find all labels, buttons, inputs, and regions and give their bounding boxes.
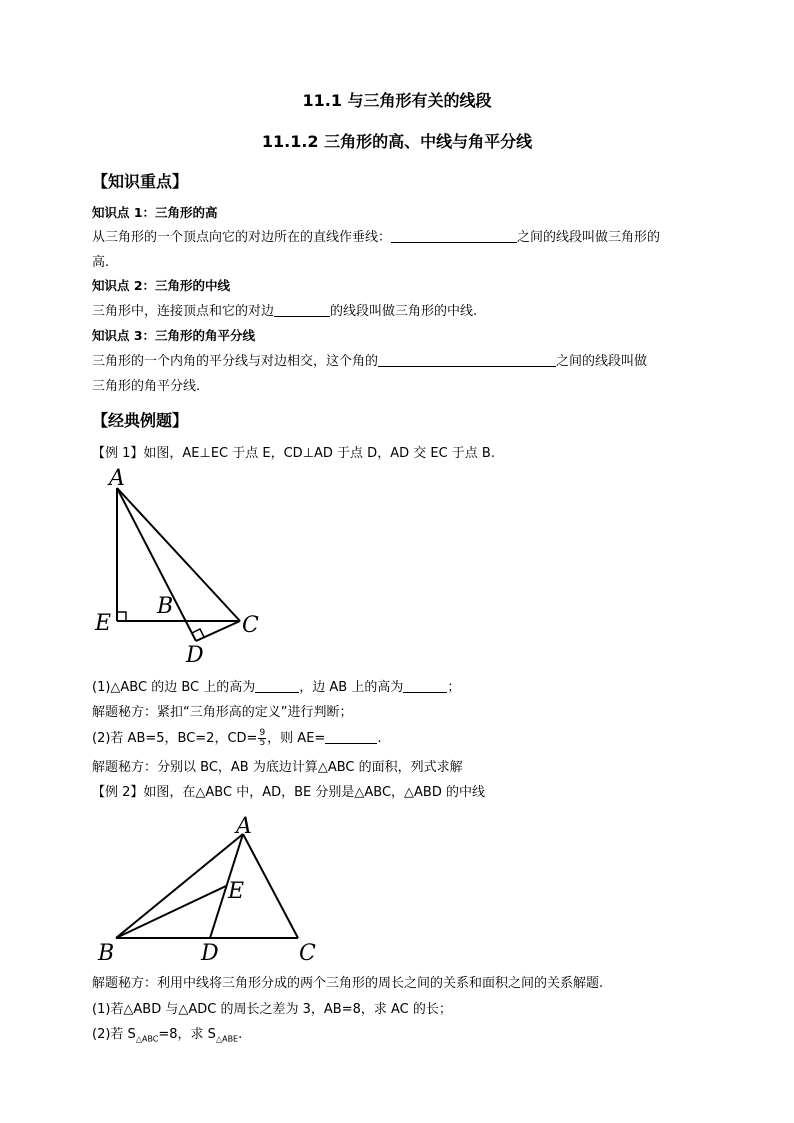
- kp2-text-b: 的线段叫做三角形的中线.: [330, 304, 478, 319]
- ex2-q1: (1)若△ABD 与△ADC 的周长之差为 3，AB=8，求 AC 的长；: [92, 1002, 452, 1017]
- examples-heading: 【经典例题】: [92, 411, 189, 430]
- ex1-tip2: 解题秘方：分别以 BC，AB 为底边计算△ABC 的面积，列式求解: [92, 760, 463, 775]
- kp3-text-c: 三角形的角平分线.: [92, 379, 201, 394]
- section-title: 11.1 与三角形有关的线段: [302, 91, 492, 110]
- kp1-text: [92, 226, 660, 245]
- kp3-blank[interactable]: [378, 353, 556, 367]
- ex2-q2-text-c: .: [238, 1027, 243, 1042]
- fraction-numerator: 9: [259, 728, 266, 738]
- label-b: B: [157, 594, 174, 619]
- ex2-stem: [92, 781, 485, 800]
- segment-ac: [117, 488, 240, 621]
- ex2-tip: 解题秘方：利用中线将三角形分成的两个三角形的周长之间的关系和面积之间的关系解题.: [92, 976, 604, 991]
- ex1-stem-text: 如图，AE⊥EC 于点 E，CD⊥AD 于点 D，AD 交 EC 于点 B.: [143, 446, 495, 461]
- label-a: A: [109, 466, 125, 491]
- kp1-blank[interactable]: [391, 229, 517, 243]
- label-d: D: [186, 643, 204, 668]
- ex1-stem: [92, 442, 495, 461]
- label-a: A: [236, 814, 252, 839]
- ex1-q1-text-c: ；: [447, 680, 461, 695]
- ex1-q2-text-a: (2)若 AB=5，BC=2，CD=: [92, 731, 258, 746]
- example1-figure: [88, 462, 268, 672]
- kp2-text: [92, 300, 477, 319]
- ex2-tag: 【例 2】: [92, 785, 144, 800]
- label-e: E: [228, 879, 245, 904]
- ex1-tip1: 解题秘方：紧扣“三角形高的定义”进行判断；: [92, 705, 353, 720]
- ex1-q1-text-a: (1)△ABC 的边 BC 上的高为: [92, 680, 256, 695]
- ex2-q2-subscript-abe: △ABE: [215, 1034, 239, 1044]
- kp3-text: [92, 350, 647, 369]
- ex1-q1-text-b: ，边 AB 上的高为: [299, 680, 404, 695]
- right-angle-e: [117, 612, 126, 621]
- ex1-q2: [92, 727, 381, 748]
- label-c: C: [299, 941, 316, 966]
- ex1-q1: [92, 676, 460, 695]
- label-b: B: [98, 941, 115, 966]
- ex1-q2-fraction: [258, 729, 266, 748]
- label-d: D: [201, 941, 219, 966]
- kp3-text-b: 之间的线段叫做: [556, 354, 648, 369]
- label-e: E: [95, 611, 112, 636]
- ex2-q2-subscript-abc: △ABC: [135, 1034, 159, 1044]
- segment-dc: [196, 621, 240, 641]
- ex1-q2-text-c: .: [377, 731, 382, 746]
- ex1-q2-blank[interactable]: [325, 730, 377, 744]
- fraction-denominator: 5: [259, 738, 266, 748]
- kp2-blank[interactable]: [274, 303, 330, 317]
- kp3-text-a: 三角形的一个内角的平分线与对边相交，这个角的: [92, 354, 379, 369]
- example2-figure: [92, 810, 332, 970]
- ex1-q1-blank1[interactable]: [255, 679, 299, 693]
- ex1-q2-text-b: ，则 AE=: [267, 731, 326, 746]
- kp1-heading: 知识点 1：三角形的高: [92, 205, 218, 220]
- ex2-q2: [92, 1023, 242, 1044]
- kp3-heading: 知识点 3：三角形的角平分线: [92, 328, 256, 343]
- ex1-tag: 【例 1】: [92, 446, 144, 461]
- ex1-q1-blank2[interactable]: [403, 679, 447, 693]
- ex2-stem-text: 如图，在△ABC 中，AD，BE 分别是△ABC，△ABD 的中线: [143, 785, 485, 800]
- kp2-text-a: 三角形中，连接顶点和它的对边: [92, 304, 275, 319]
- kp1-text-c: 高.: [92, 255, 110, 270]
- subsection-title: 11.1.2 三角形的高、中线与角平分线: [261, 132, 533, 151]
- segment-ac: [243, 834, 298, 938]
- kp2-heading: 知识点 2：三角形的中线: [92, 278, 231, 293]
- ex2-q2-text-b: =8，求 S: [158, 1027, 216, 1042]
- kp1-text-b: 之间的线段叫做三角形的: [517, 230, 661, 245]
- knowledge-heading: 【知识重点】: [92, 172, 189, 191]
- ex2-q2-text-a: (2)若 S: [92, 1027, 136, 1042]
- kp1-text-a: 从三角形的一个顶点向它的对边所在的直线作垂线：: [92, 230, 392, 245]
- label-c: C: [242, 613, 259, 638]
